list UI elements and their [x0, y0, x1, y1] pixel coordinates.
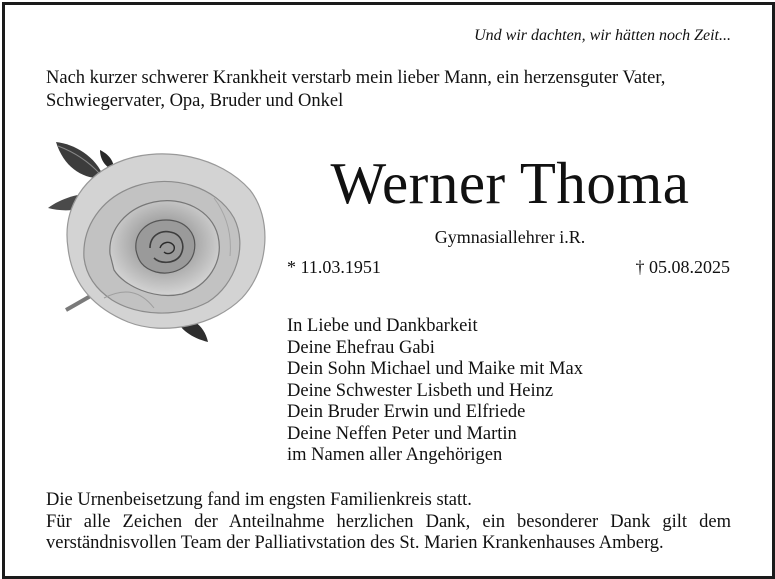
mourner-line: im Namen aller Angehörigen — [287, 445, 503, 465]
closing-text — [46, 490, 731, 555]
death-date: † 05.08.2025 — [635, 257, 730, 277]
rose-icon — [44, 138, 272, 346]
deceased-name: Werner Thoma — [330, 150, 690, 216]
mourners-list — [287, 316, 583, 467]
intro-text: Nach kurzer schwerer Krankheit verstarb mein lieber Mann, ein herzensguter Vater, Schwiegervater, Opa, Bruder und Onkel — [46, 68, 666, 111]
mourner-line: In Liebe und Dankbarkeit — [287, 316, 478, 336]
thanks-note: Für alle Zeichen der Anteilnahme herzlichen Dank, ein besonderer Dank gilt dem verständnisvollen Team der Palliativstation des St. Marien Krankenhauses Amberg. — [46, 511, 731, 553]
mourner-line: Deine Neffen Peter und Martin — [287, 423, 517, 444]
burial-note: Die Urnenbeisetzung fand im engsten Familienkreis statt. — [46, 490, 472, 510]
birth-date: * 11.03.1951 — [287, 257, 381, 277]
mourner-line: Deine Schwester Lisbeth und Heinz — [287, 380, 554, 401]
mourner-line: Dein Bruder Erwin und Elfriede — [287, 402, 526, 422]
motto: Und wir dachten, wir hätten noch Zeit... — [474, 27, 731, 44]
mourner-line: Dein Sohn Michael und Maike mit Max — [287, 359, 583, 379]
mourner-line: Deine Ehefrau Gabi — [287, 337, 435, 358]
deceased-title: Gymnasiallehrer i.R. — [434, 227, 586, 247]
